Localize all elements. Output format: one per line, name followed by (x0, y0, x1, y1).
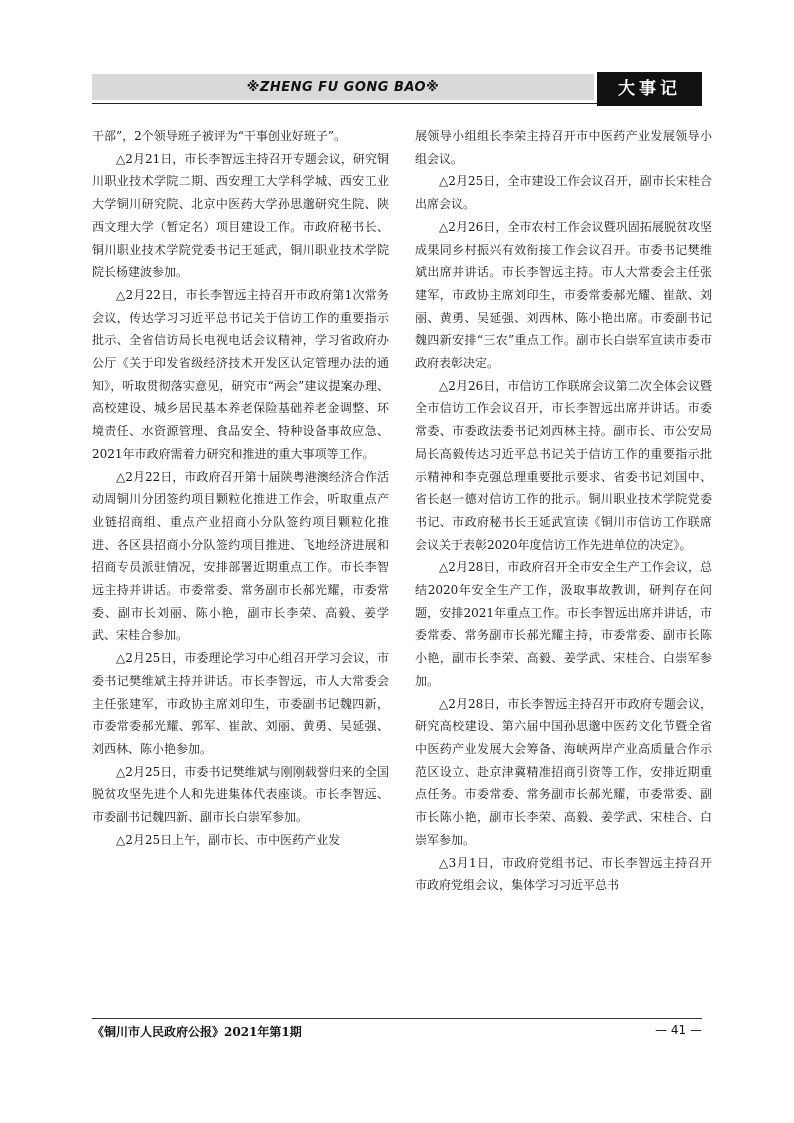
paragraph: △2月28日，市长李智远主持召开市政府专题会议，研究高校建设、第六届中国孙思邈中医药文化节暨全省中医药产业发展大会筹备、海峡两岸产业高质量合作示范区设立、赴京津冀精准招商引资等工作，安排近期重点任务。市委常委、常务副市长郝光耀，市委常委、副市长陈小艳，副市长李荣、高毅、姜学武、宋桂合、白崇军参加。 (415, 696, 712, 847)
header-rule (92, 103, 597, 104)
paragraph: △2月28日，市政府召开全市安全生产工作会议，总结2020年安全生产工作，汲取事故教训，研判存在问题，安排2021年重点工作。市长李智远出席并讲话，市委常委、常务副市长郝光耀主持，市委常委、副市长陈小艳，副市长李荣、高毅、姜学武、宋桂合、白崇军参加。 (415, 560, 712, 688)
paragraph: △3月1日，市政府党组书记、市长李智远主持召开市政府党组会议，集体学习习近平总书 (415, 855, 712, 893)
running-title: ※ZHENG FU GONG BAO※ (246, 80, 440, 95)
paragraph: △2月25日，市委书记樊维斌与刚刚载誉归来的全国脱贫攻坚先进个人和先进集体代表座谈。市长李智远、市委副书记魏四新、副市长白崇军参加。 (92, 764, 389, 825)
paragraph: 干部”，2个领导班子被评为“干事创业好班子”。 (92, 129, 347, 143)
section-tab: 大事记 (597, 72, 702, 106)
paragraph: △2月25日，市委理论学习中心组召开学习会议，市委书记樊维斌主持并讲话。市长李智远，市人大常委会主任张建军，市政协主席刘印生，市委副书记魏四新，市委常委郝光耀、郭军、崔歆、刘丽、黄勇、吴延强、刘西林、陈小艳参加。 (92, 651, 389, 756)
paragraph: △2月22日，市长李智远主持召开市政府第1次常务会议，传达学习习近平总书记关于信访工作的重要指示批示、全省信访局长电视电话会议精神，学习省政府办公厅《关于印发省级经济技术开发区认定管理办法的通知》，听取贯彻落实意见，研究市“两会”建议提案办理、高校建设、城乡居民基本养老保险基础养老金调整、环境责任、水资源管理、食品安全、特种设备事故应急、2021年市政府需着力研究和推进的重大事项等工作。 (92, 287, 389, 461)
paragraph: △2月26日，全市农村工作会议暨巩固拓展脱贫攻坚成果同乡村振兴有效衔接工作会议召开。市委书记樊维斌出席并讲话。市长李智远主持。市人大常委会主任张建军，市政协主席刘印生，市委常委郝光耀、崔歆、刘丽、黄勇、吴延强、刘西林、陈小艳出席。市委副书记魏四新安排“三农”重点工作。副市长白崇军宣读市委市政府表彰决定。 (415, 219, 712, 371)
page-number: — 41 — (655, 1023, 702, 1037)
right-column (415, 125, 712, 897)
paragraph: 展领导小组组长李荣主持召开市中医药产业发展领导小组会议。 (415, 129, 712, 166)
paragraph: △2月22日，市政府召开第十届陕粤港澳经济合作活动周铜川分团签约项目颗粒化推进工作会，听取重点产业链招商组、重点产业招商小分队签约项目颗粒化推进、各区县招商小分队签约项目推进、飞地经济进展和招商专员派驻情况，安排部署近期重点工作。市长李智远主持并讲话。市委常委、常务副市长郝光耀，市委常委、副市长刘丽、陈小艳，副市长李荣、高毅、姜学武、宋桂合参加。 (92, 469, 389, 643)
footer-rule (92, 1018, 702, 1019)
left-column (92, 125, 389, 852)
journal-title: 《铜川市人民政府公报》2021年第1期 (92, 1025, 302, 1039)
paragraph: △2月21日，市长李智远主持召开专题会议，研究铜川职业技术学院二期、西安理工大学科学城、西安工业大学铜川研究院、北京中医药大学孙思邈研究生院、陕西文理大学（暂定名）项目建设工作。市政府秘书长、铜川职业技术学院党委书记王延武，铜川职业技术学院院长杨建波参加。 (92, 151, 389, 280)
paragraph: △2月26日，市信访工作联席会议第二次全体会议暨全市信访工作会议召开，市长李智远出席并讲话。市委常委、市委政法委书记刘西林主持。副市长、市公安局局长高毅传达习近平总书记关于信访工作的重要指示批示精神和李克强总理重要批示要求、省委书记刘国中、省长赵一德对信访工作的批示。铜川职业技术学院党委书记、市政府秘书长王延武宣读《铜川市信访工作联席会议关于表彰2020年度信访工作先进单位的决定》。 (415, 378, 712, 552)
paragraph: △2月25日，全市建设工作会议召开，副市长宋桂合出席会议。 (415, 174, 712, 212)
paragraph: △2月25日上午，副市长、市中医药产业发 (116, 832, 341, 847)
